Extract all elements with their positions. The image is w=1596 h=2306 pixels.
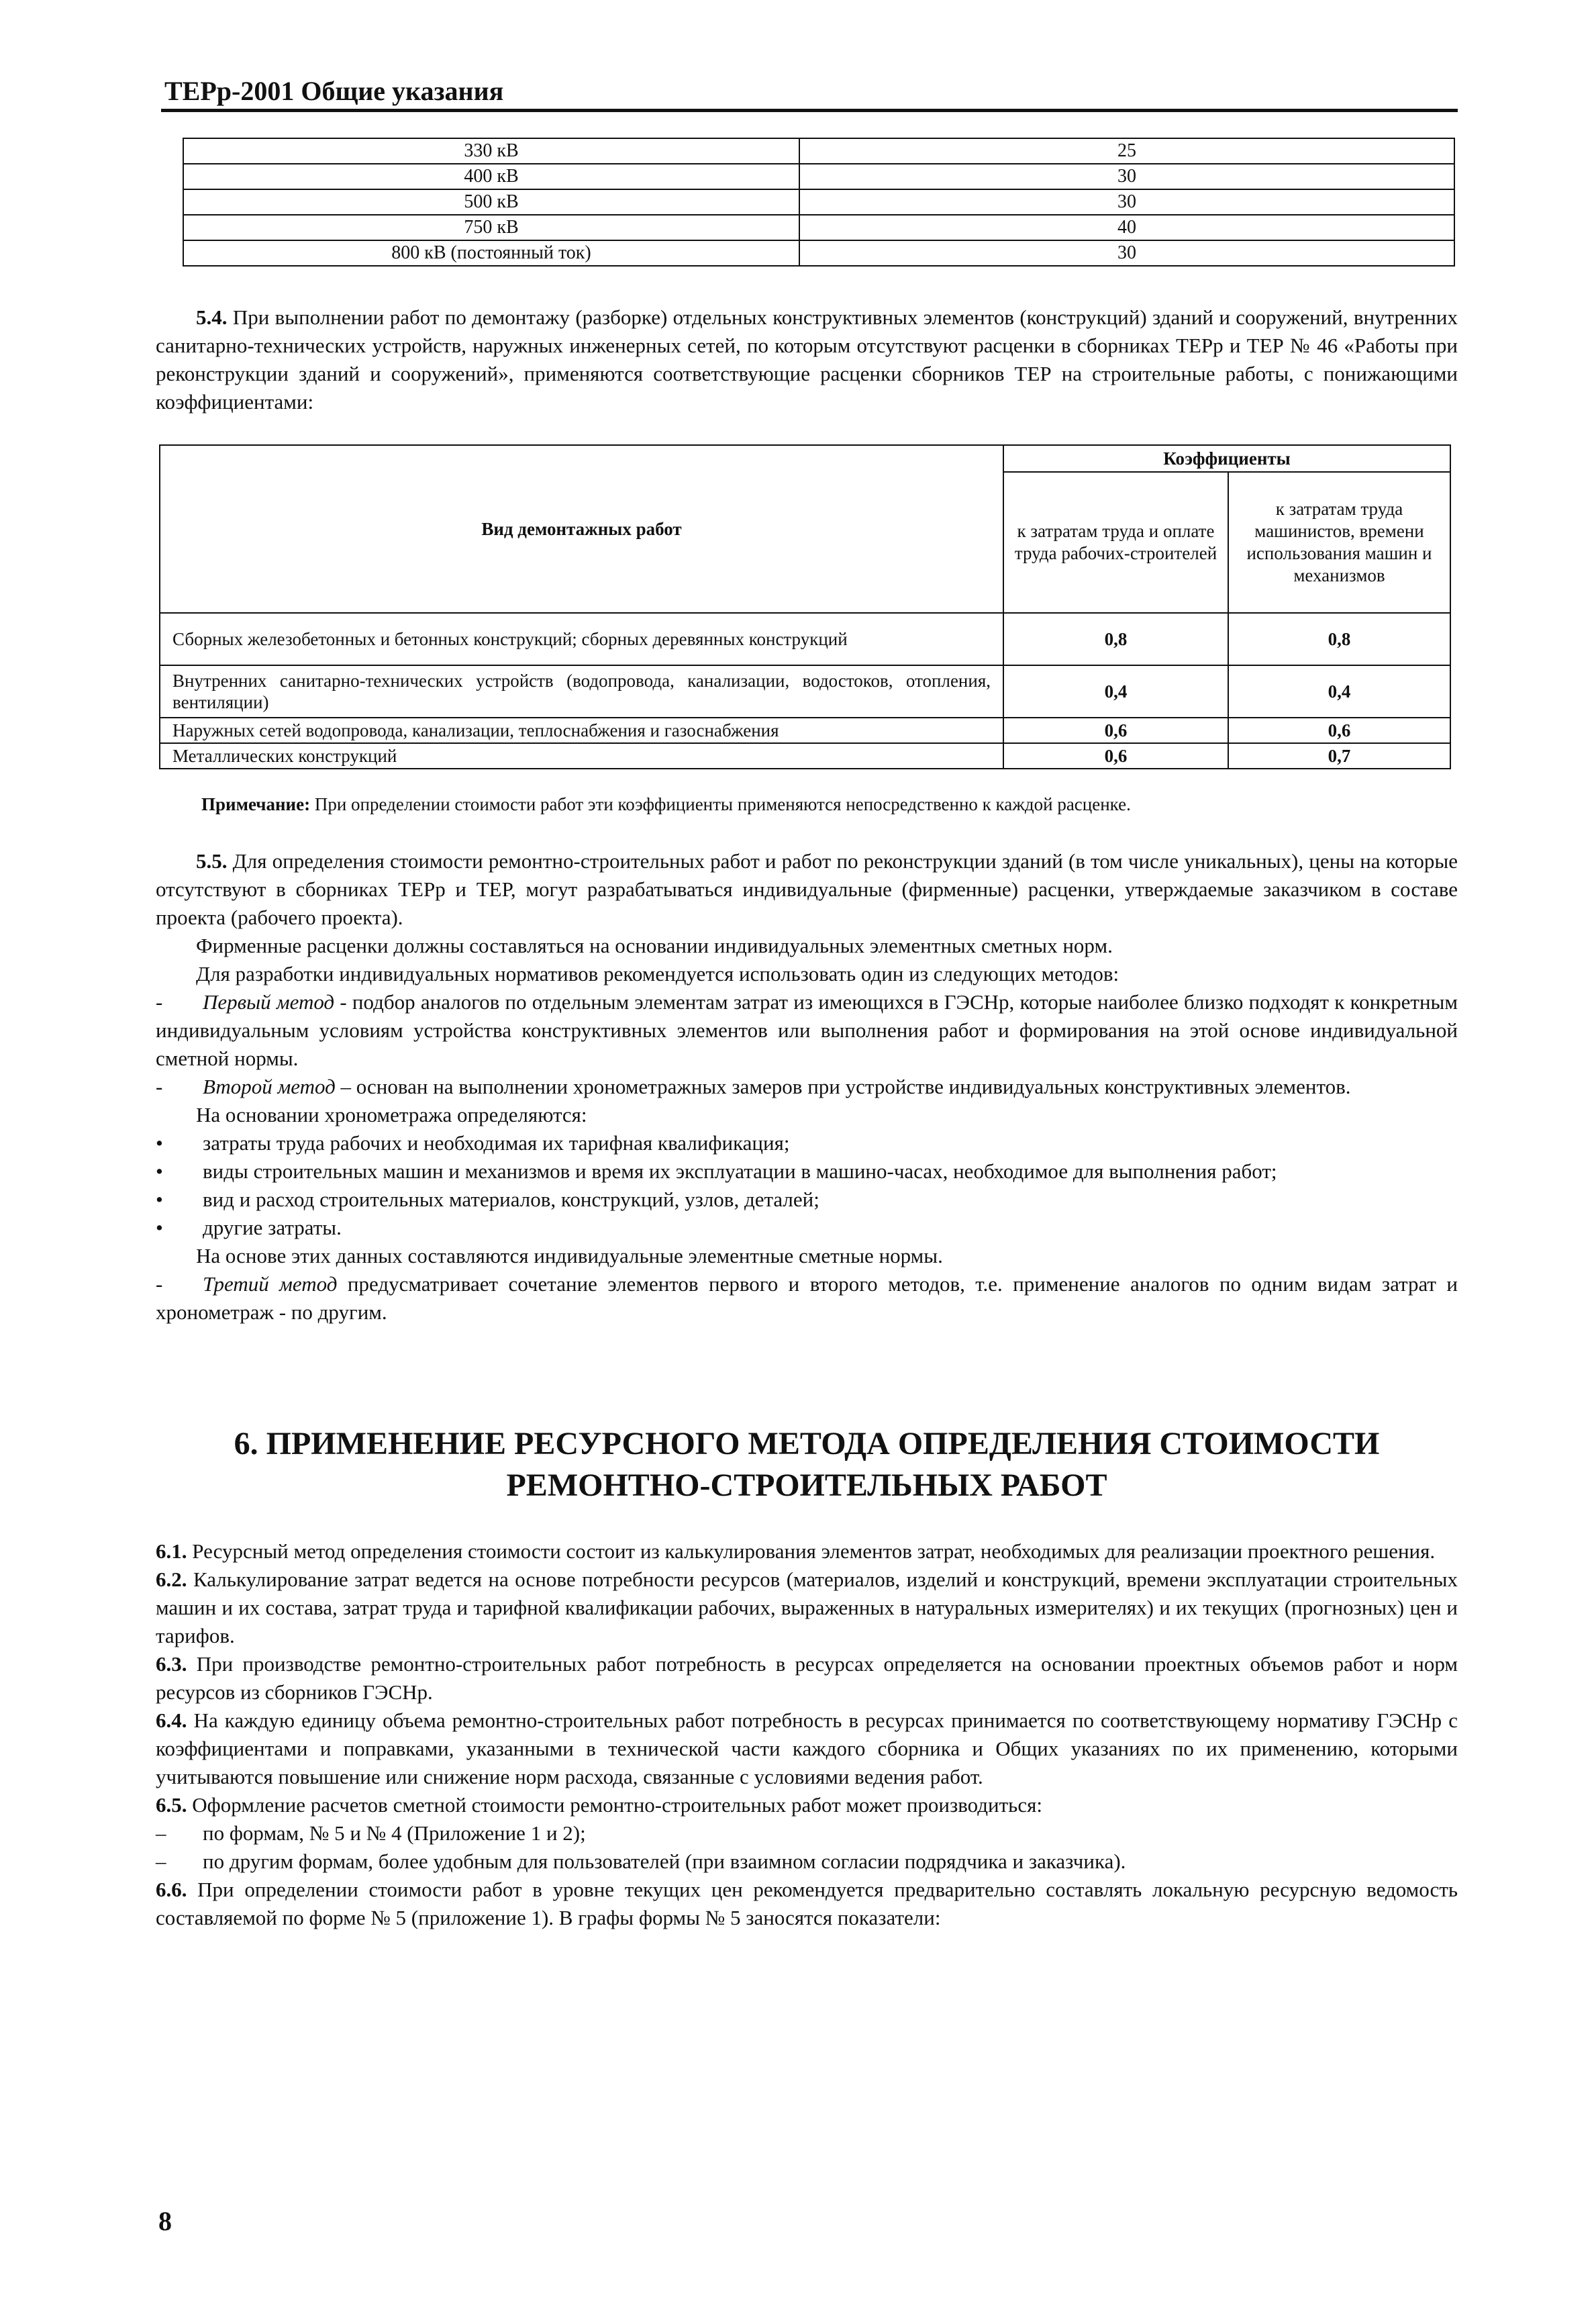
section-6-heading: [156, 1423, 1458, 1506]
paragraph-number: 6.6.: [156, 1878, 187, 1901]
value-cell: 30: [799, 240, 1454, 266]
voltage-cell: 330 кВ: [183, 138, 799, 164]
dash-marker: -: [156, 1272, 163, 1296]
list-item-text: по формам, № 5 и № 4 (Приложение 1 и 2);: [203, 1821, 586, 1845]
paragraph-text: При производстве ремонтно-строительных работ потребность в ресурсах определяется на основании проектных объемов работ и норм ресурсов из сборников ГЭСНр.: [156, 1652, 1458, 1704]
list-item: [156, 1214, 1458, 1242]
paragraph-text: Калькулирование затрат ведется на основе потребности ресурсов (материалов, изделий и конструкций, времени эксплуатации строительных машин и их состава, затрат труда и тарифной квалификации рабочих, выраженных в натуральных измерителях) и их текущих (прогнозных) цен и тарифов.: [156, 1568, 1458, 1647]
dash-marker: –: [156, 1821, 166, 1845]
list-item: [156, 1157, 1458, 1186]
chrono-intro: На основании хронометража определяются:: [196, 1103, 587, 1126]
table-row: [183, 138, 1454, 164]
voltage-cell: 400 кВ: [183, 164, 799, 189]
header-coefficients: Коэффициенты: [1003, 445, 1450, 472]
paragraph-text: При выполнении работ по демонтажу (разборке) отдельных конструктивных элементов (конструкций) зданий и сооружений, внутренних санитарно-технических устройств, наружных инженерных сетей, по которым отсутствуют расценки в сборниках ТЕРр и ТЕР № 46 «Работы при реконструкции зданий и сооружений», применяются соответствующие расценки сборников ТЕР на строительные работы, с понижающими коэффициентами:: [156, 305, 1458, 414]
k1-cell: 0,8: [1003, 613, 1228, 665]
dash-marker: -: [156, 990, 163, 1014]
paragraph-6-4: [156, 1707, 1458, 1791]
paragraph-number: 6.4.: [156, 1709, 187, 1732]
method-3-text: предусматривает сочетание элементов первого и второго методов, т.е. применение аналогов по одним видам затрат и хронометраж - по другим.: [156, 1272, 1458, 1324]
k1-cell: 0,6: [1003, 718, 1228, 743]
voltage-cell: 500 кВ: [183, 189, 799, 215]
list-item-text: по другим формам, более удобным для пользователей (при взаимном согласии подрядчика и заказчика).: [203, 1849, 1126, 1873]
voltage-cell: 800 кВ (постоянный ток): [183, 240, 799, 266]
paragraph-6-1: [156, 1537, 1458, 1566]
bullet-marker: •: [156, 1131, 163, 1155]
k2-cell: 0,4: [1228, 665, 1450, 718]
paragraph-number: 6.1.: [156, 1539, 187, 1563]
value-cell: 30: [799, 189, 1454, 215]
list-item-text: виды строительных машин и механизмов и время их эксплуатации в машино-часах, необходимое для выполнения работ;: [203, 1159, 1277, 1183]
bullet-marker: •: [156, 1216, 163, 1239]
based-on-data-paragraph: На основе этих данных составляются индивидуальные элементные сметные нормы.: [196, 1244, 943, 1267]
work-cell: Сборных железобетонных и бетонных конструкций; сборных деревянных конструкций: [160, 613, 1003, 665]
section-6-heading-line-1: 6. ПРИМЕНЕНИЕ РЕСУРСНОГО МЕТОДА ОПРЕДЕЛЕНИЯ СТОИМОСТИ: [234, 1426, 1380, 1461]
list-item: [156, 1186, 1458, 1214]
k2-cell: 0,7: [1228, 743, 1450, 769]
table-row: [183, 164, 1454, 189]
paragraph-5-5: [156, 847, 1458, 932]
paragraph-5-4: [156, 303, 1458, 416]
note-text: При определении стоимости работ эти коэффициенты применяются непосредственно к каждой расценке.: [314, 794, 1131, 814]
table-row: [160, 665, 1450, 718]
paragraph-number: 6.5.: [156, 1793, 187, 1817]
page-number: 8: [158, 2206, 172, 2236]
running-header-title: ТЕРр-2001 Общие указания: [164, 76, 504, 106]
table-row: [183, 240, 1454, 266]
paragraph-5-5-block: [156, 847, 1458, 1327]
list-item: [156, 1129, 1458, 1157]
dash-marker: -: [156, 1075, 163, 1098]
k1-cell: 0,6: [1003, 743, 1228, 769]
header-coef-machines: к затратам труда машинистов, времени использования машин и механизмов: [1228, 472, 1450, 613]
table-note: [201, 792, 1456, 816]
table-row: [160, 743, 1450, 769]
method-1-name: Первый метод: [203, 990, 335, 1014]
value-cell: 30: [799, 164, 1454, 189]
work-cell: Внутренних санитарно-технических устройств (водопровода, канализации, водостоков, отопления, вентиляции): [160, 665, 1003, 718]
section-6-heading-line-2: РЕМОНТНО-СТРОИТЕЛЬНЫХ РАБОТ: [506, 1468, 1107, 1503]
method-2-text: – основан на выполнении хронометражных замеров при устройстве индивидуальных конструктивных элементов.: [335, 1075, 1351, 1098]
table-row: [160, 718, 1450, 743]
paragraph-number: 5.4.: [196, 305, 228, 329]
list-item-text: другие затраты.: [203, 1216, 342, 1239]
methods-intro: Для разработки индивидуальных нормативов рекомендуется использовать один из следующих методов:: [196, 962, 1119, 986]
paragraph-text: Для определения стоимости ремонтно-строительных работ и работ по реконструкции зданий (в том числе уникальных), цены на которые отсутствуют в сборниках ТЕРр и ТЕР, могут разрабатываться индивидуальные (фирменные) расценки, утверждаемые заказчиком в составе проекта (рабочего проекта).: [156, 849, 1458, 929]
value-cell: 25: [799, 138, 1454, 164]
bullet-marker: •: [156, 1159, 163, 1183]
method-2-name: Второй метод: [203, 1075, 336, 1098]
paragraph-6-6: [156, 1876, 1458, 1932]
list-item-text: вид и расход строительных материалов, конструкций, узлов, деталей;: [203, 1188, 819, 1211]
method-1-text: - подбор аналогов по отдельным элементам затрат из имеющихся в ГЭСНр, которые наиболее близко подходят к конкретным индивидуальным условиям устройства конструктивных элементов или выполнения работ и формирования на этой основе индивидуальной сметной нормы.: [156, 990, 1458, 1070]
voltage-cell: 750 кВ: [183, 215, 799, 240]
section-6-body: [156, 1537, 1458, 1932]
k2-cell: 0,6: [1228, 718, 1450, 743]
paragraph-text: Ресурсный метод определения стоимости состоит из калькулирования элементов затрат, необходимых для реализации проектного решения.: [192, 1539, 1436, 1563]
note-label: Примечание:: [201, 794, 311, 814]
method-3-name: Третий метод: [203, 1272, 338, 1296]
method-3: [156, 1270, 1458, 1327]
dash-marker: –: [156, 1849, 166, 1873]
table-row: [183, 215, 1454, 240]
list-item: [156, 1847, 1458, 1876]
paragraph-6-3: [156, 1650, 1458, 1707]
firm-rates-paragraph: Фирменные расценки должны составляться на основании индивидуальных элементных сметных норм.: [196, 934, 1113, 957]
paragraph-text: Оформление расчетов сметной стоимости ремонтно-строительных работ может производиться:: [192, 1793, 1042, 1817]
header-rule: [161, 109, 1458, 112]
paragraph-number: 6.3.: [156, 1652, 187, 1676]
table-row: [160, 613, 1450, 665]
method-2: [156, 1073, 1458, 1101]
paragraph-text: При определении стоимости работ в уровне текущих цен рекомендуется предварительно составлять локальную ресурсную ведомость составляемой по форме № 5 (приложение 1). В графы формы № 5 заносятся показатели:: [156, 1878, 1458, 1929]
paragraph-6-2: [156, 1566, 1458, 1650]
header-coef-labor: к затратам труда и оплате труда рабочих-строителей: [1003, 472, 1228, 613]
work-cell: Наружных сетей водопровода, канализации, теплоснабжения и газоснабжения: [160, 718, 1003, 743]
value-cell: 40: [799, 215, 1454, 240]
k2-cell: 0,8: [1228, 613, 1450, 665]
paragraph-6-5: [156, 1791, 1458, 1819]
method-1: [156, 988, 1458, 1073]
paragraph-number: 5.5.: [196, 849, 228, 873]
table-header-row: [160, 445, 1450, 472]
header-work-type: Вид демонтажных работ: [160, 445, 1003, 613]
paragraph-text: На каждую единицу объема ремонтно-строительных работ потребность в ресурсах принимается по соответствующему нормативу ГЭСНр с коэффициентами и поправками, указанными в технической части каждого сборника и Общих указаниях по их применению, которыми учитываются повышение или снижение норм расхода, связанные с условиями ведения работ.: [156, 1709, 1458, 1788]
bullet-marker: •: [156, 1188, 163, 1211]
list-item: [156, 1819, 1458, 1847]
list-item-text: затраты труда рабочих и необходимая их тарифная квалификация;: [203, 1131, 790, 1155]
paragraph-number: 6.2.: [156, 1568, 187, 1591]
voltage-table: [183, 138, 1455, 267]
demolition-coefficients-table: [159, 444, 1451, 769]
k1-cell: 0,4: [1003, 665, 1228, 718]
table-row: [183, 189, 1454, 215]
work-cell: Металлических конструкций: [160, 743, 1003, 769]
